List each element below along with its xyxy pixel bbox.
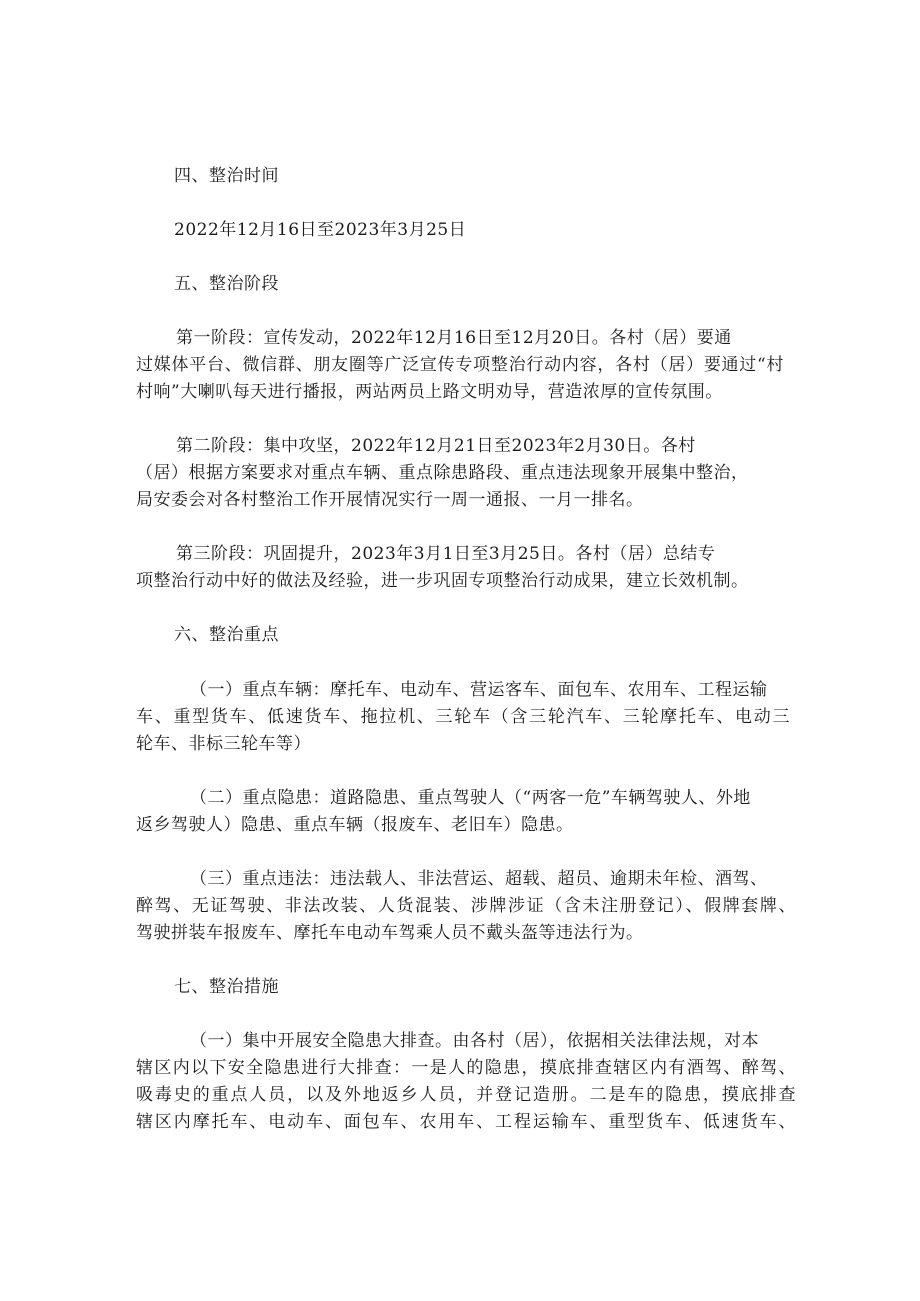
focus3-line-2: 醉驾、无证驾驶、非法改装、人货混装、涉牌涉证（含未注册登记）、假牌套牌、 — [136, 896, 796, 916]
phase1-line-2: 过媒体平台、微信群、朋友圈等广泛宣传专项整治行动内容，各村（居）要通过“村 — [136, 355, 784, 375]
section-heading-6: 六、整治重点 — [174, 625, 279, 645]
focus2-line-1: （二）重点隐患：道路隐患、重点驾驶人（“两客一危”车辆驾驶人、外地 — [190, 788, 751, 808]
measure1-line-2: 辖区内以下安全隐患进行大排查：一是人的隐患，摸底排查辖区内有酒驾、醉驾、 — [136, 1058, 796, 1078]
phase2-line-3: 局安委会对各村整治工作开展情况实行一周一通报、一月一排名。 — [136, 490, 644, 510]
phase3-line-2: 项整治行动中好的做法及经验，进一步巩固专项整治行动成果，建立长效机制。 — [136, 571, 749, 591]
phase2-line-1: 第二阶段：集中攻坚，2022年12月21日至2023年2月30日。各村 — [176, 436, 696, 456]
focus3-line-1: （三）重点违法：违法载人、非法营运、超载、超员、逾期未年检、酒驾、 — [190, 869, 768, 889]
focus2-line-2: 返乡驾驶人）隐患、重点车辆（报废车、老旧车）隐患。 — [136, 815, 574, 835]
phase1-line-3: 村响”大喇叭每天进行播报，两站两员上路文明劝导，营造浓厚的宣传氛围。 — [136, 382, 723, 402]
focus1-line-1: （一）重点车辆：摩托车、电动车、营运客车、面包车、农用车、工程运输 — [190, 680, 768, 700]
section-heading-4: 四、整治时间 — [174, 166, 279, 186]
phase3-line-1: 第三阶段：巩固提升，2023年3月1日至3月25日。各村（居）总结专 — [176, 544, 716, 564]
measure1-line-1: （一）集中开展安全隐患大排查。由各村（居），依据相关法律法规，对本 — [190, 1031, 759, 1051]
focus1-line-2: 车、重型货车、低速货车、拖拉机、三轮车（含三轮汽车、三轮摩托车、电动三 — [136, 707, 790, 727]
phase1-line-1: 第一阶段：宣传发动，2022年12月16日至12月20日。各村（居）要通 — [176, 328, 732, 348]
section-heading-7: 七、整治措施 — [174, 977, 279, 997]
section-heading-5: 五、整治阶段 — [174, 274, 279, 294]
section-4-period: 2022年12月16日至2023年3月25日 — [174, 220, 467, 240]
measure1-line-4: 辖区内摩托车、电动车、面包车、农用车、工程运输车、重型货车、低速货车、 — [136, 1112, 796, 1132]
phase2-line-2: （居）根据方案要求对重点车辆、重点除患路段、重点违法现象开展集中整治， — [136, 463, 749, 483]
measure1-line-3: 吸毒史的重点人员，以及外地返乡人员，并登记造册。二是车的隐患，摸底排查 — [136, 1085, 796, 1105]
focus1-line-3: 轮车、非标三轮车等） — [136, 734, 311, 754]
focus3-line-3: 驾驶拼装车报废车、摩托车电动车驾乘人员不戴头盔等违法行为。 — [136, 923, 644, 943]
